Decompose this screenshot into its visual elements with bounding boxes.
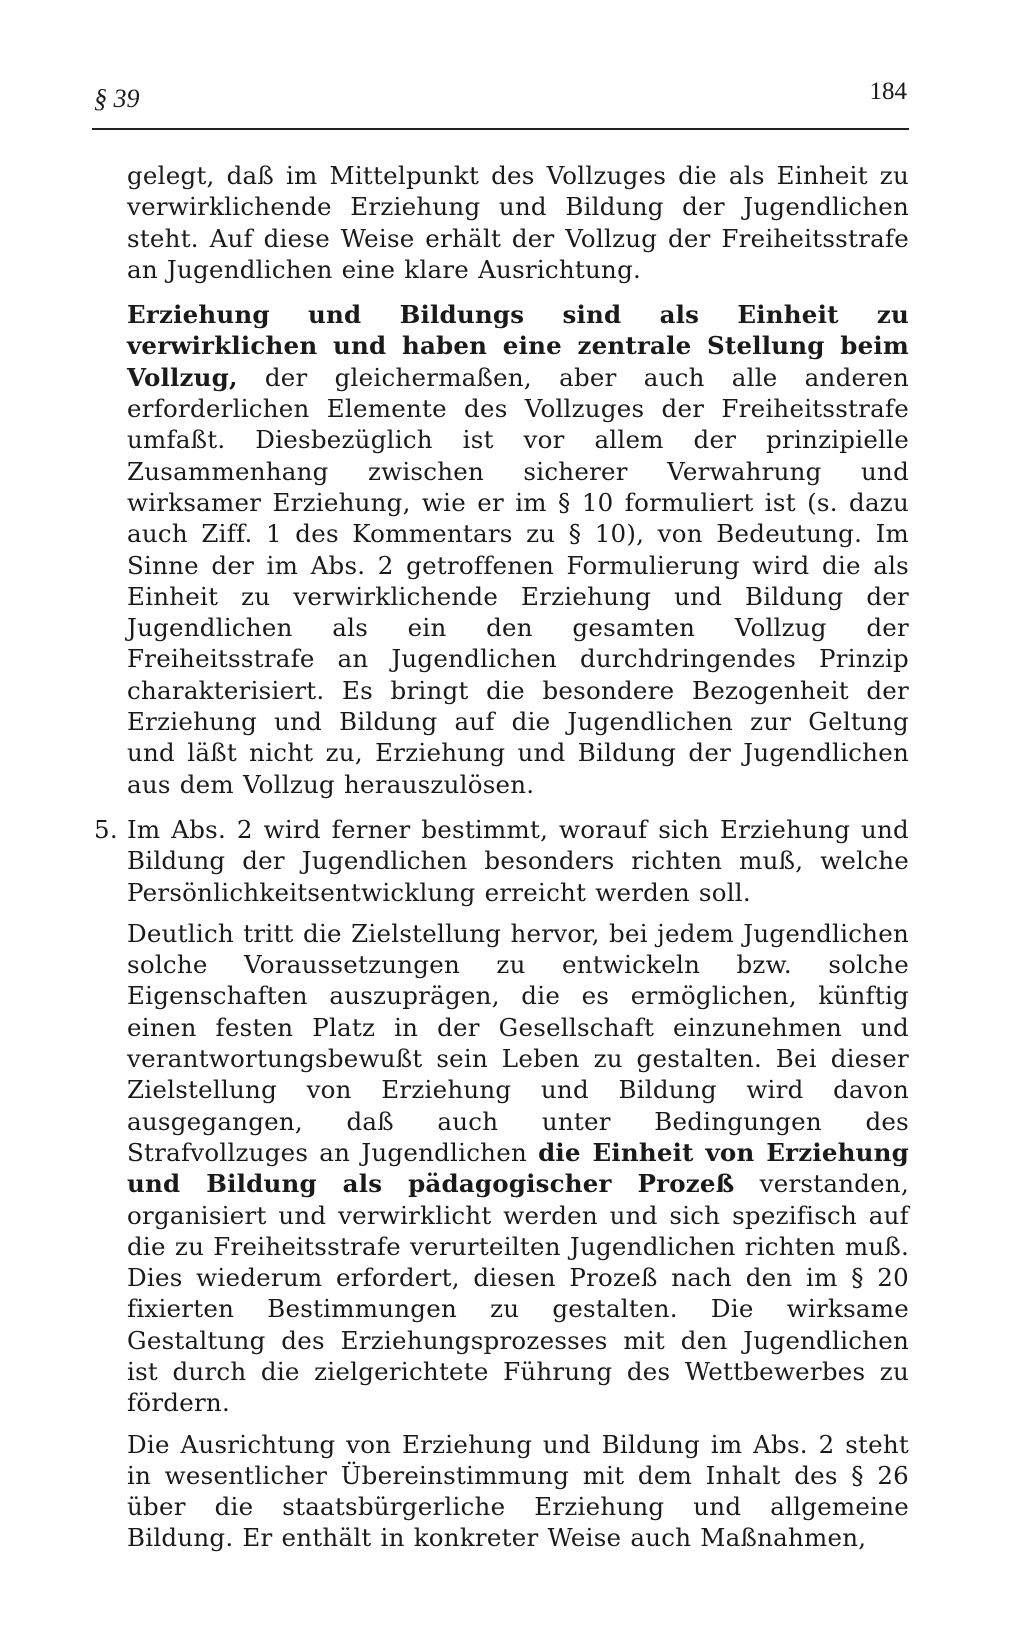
paragraph-5: [127, 1429, 909, 1554]
page-header: [92, 78, 909, 130]
paragraph-1-text: gelegt, daß im Mittelpunkt des Vollzuges die als Einheit zu verwirklichende Erziehung und Bildung der Jugendlichen steht. Auf diese Weise erhält der Vollzug der Freiheitsstrafe an Jugendlichen eine klare Ausrichtung.: [127, 161, 909, 284]
page-number: 184: [869, 78, 907, 105]
paragraph-4-text-start: Deutlich tritt die Zielstellung hervor, bei jedem Jugendlichen solche Voraussetzungen zu entwickeln bzw. solche Eigenschaften auszuprägen, die es ermöglichen, künftig einen festen Platz in der Gesellschaft einzunehmen und verantwortungsbewußt sein Leben zu gestalten. Bei dieser Zielstellung von Erziehung und Bildung wird davon ausgegangen, daß auch unter Bedingungen des Strafvollzuges an Jugendlichen: [127, 918, 909, 1167]
numbered-paragraph-5: [94, 814, 909, 908]
paragraph-1: [127, 160, 909, 285]
paragraph-3-text: Im Abs. 2 wird ferner bestimmt, worauf sich Erziehung und Bildung der Jugendlichen besonders richten muß, welche Persönlichkeitsentwicklung erreicht werden soll.: [127, 814, 909, 907]
paragraph-2-emphasis: Erziehung und Bildungs sind als Einheit zu verwirklichen und haben eine zentrale Stellung beim Vollzug,: [127, 300, 909, 392]
paragraph-4-text-end: verstanden, organisiert und verwirklicht werden und sich spezifisch auf die zu Freiheitsstrafe verurteilten Jugendlichen richten muß. Dies wiederum erfordert, diesen Prozeß nach den im § 20 fixierten Bestimmungen zu gestalten. Die wirksame Gestaltung des Erziehungsprozesses mit den Jugendlichen ist durch die zielgerichtete Führung des Wettbewerbes zu fördern.: [127, 1169, 909, 1418]
paragraph-4-emphasis: die Einheit von Erziehung und Bildung als pädagogischer Prozeß: [127, 1137, 910, 1199]
paragraph-2: [127, 299, 909, 800]
paragraph-4: [127, 918, 909, 1419]
item-number: 5.: [94, 814, 118, 844]
paragraph-5-text: Die Ausrichtung von Erziehung und Bildung im Abs. 2 steht in wesentlicher Übereinstimmung mit dem Inhalt des § 26 über die staatsbürgerliche Erziehung und allgemeine Bildung. Er enthält in konkreter Weise auch Maßnahmen,: [127, 1429, 909, 1553]
page-body: [94, 160, 910, 1568]
paragraph-2-text: der gleichermaßen, aber auch alle anderen erforderlichen Elemente des Vollzuges der Freiheitsstrafe umfaßt. Diesbezüglich ist vor allem der prinzipielle Zusammenhang zwischen sicherer Verwahrung und wirksamer Erziehung, wie er im § 10 formuliert ist (s. dazu auch Ziff. 1 des Kommentars zu § 10), von Bedeutung. Im Sinne der im Abs. 2 getroffenen Formulierung wird die als Einheit zu verwirklichende Erziehung und Bildung der Jugendlichen als ein den gesamten Vollzug der Freiheitsstrafe an Jugendlichen durchdringendes Prinzip charakterisiert. Es bringt die besondere Bezogenheit der Erziehung und Bildung auf die Jugendlichen zur Geltung und läßt nicht zu, Erziehung und Bildung der Jugendlichen aus dem Vollzug herauszulösen.: [127, 362, 909, 799]
section-reference: § 39: [94, 84, 140, 113]
